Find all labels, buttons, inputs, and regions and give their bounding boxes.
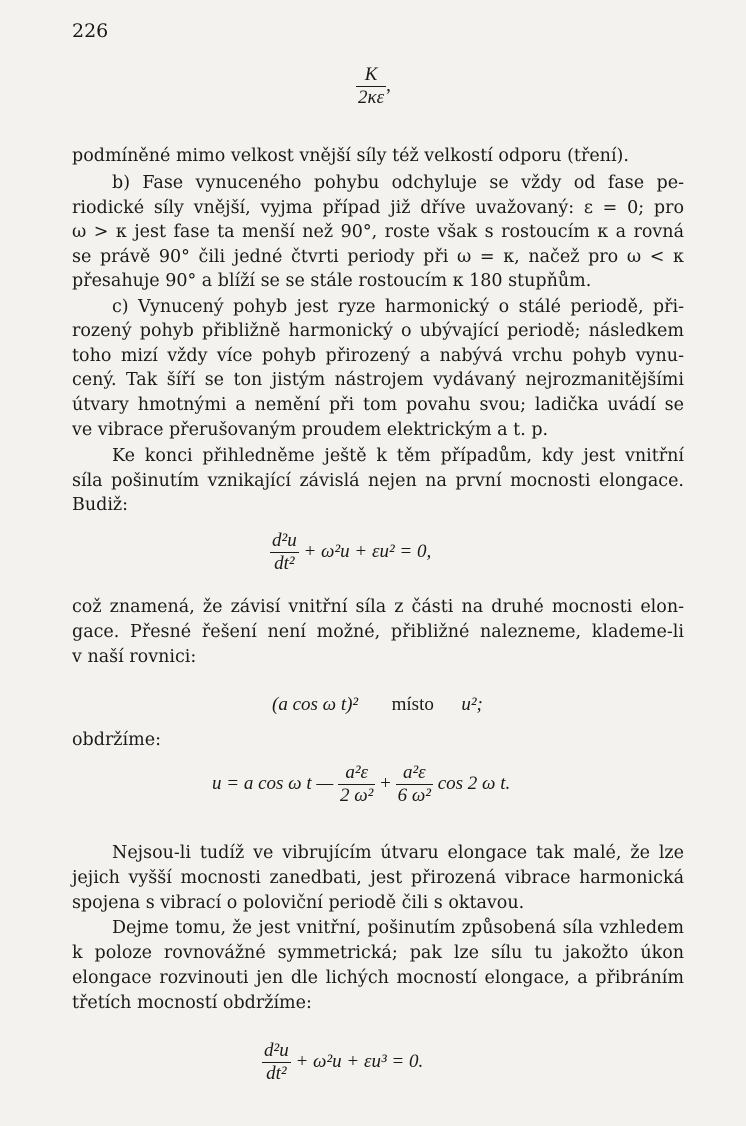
equation-4 [262,1040,423,1085]
fraction-numerator: d²u [264,1040,289,1061]
text-line: podmíněné mimo velkost vnější síly též velkostí odporu (tření). [72,146,629,166]
equation-middle: místo [391,694,434,715]
text-line: elongace rozvinouti jen dle lichých mocností elongace, a přibráním [72,968,684,988]
plus-sign: + [380,772,391,794]
text-line: ω > κ jest fase ta menší než 90°, roste však s rostoucím κ a rovná [72,222,684,242]
text-line: k poloze rovnovážné symmetrická; pak lze sílu tu jakožto úkon [72,943,684,963]
fraction [356,64,386,109]
page-number: 226 [72,20,109,42]
text-line: což znamená, že závisí vnitřní síla z části na druhé mocnosti elon- [72,597,684,617]
fraction-denominator: 6 ω² [397,785,431,806]
fraction [270,530,299,575]
fraction-numerator: K [356,64,386,87]
fraction-denominator: dt² [266,1063,287,1084]
text-line: toho mizí vždy více pohyb přirozený a nabývá vrchu pohyb vynu- [72,346,684,366]
fraction-denominator: 2 ω² [340,785,374,806]
equation-3 [212,762,510,807]
equation-top [356,64,391,109]
fraction-denominator: 2κε [358,87,385,108]
equation-tail: cos 2 ω t. [437,772,511,794]
equation-2 [272,694,483,716]
text-line: útvary hmotnými a nemění při tom povahu svou; ladička uvádí se [72,395,684,415]
equation-tail: , [386,74,391,96]
text-line: c) Vynucený pohyb jest ryze harmonický o stálé periodě, při- [112,297,684,317]
text-line: b) Fase vynuceného pohybu odchyluje se vždy od fase pe- [112,173,684,193]
text-line: obdržíme: [72,730,161,750]
text-line: síla pošinutím vznikající závislá nejen na první mocnosti elongace. [72,471,684,491]
fraction-numerator: d²u [272,530,297,551]
text-line: jejich vyšší mocnosti zanedbati, jest přirozená vibrace harmonická [72,868,684,888]
text-line: riodické síly vnější, vyjma případ již dříve uvažovaný: ε = 0; pro [72,198,684,218]
text-line: Ke konci přihledněme ještě k těm případům, kdy jest vnitřní [112,446,684,466]
fraction [338,762,375,807]
fraction-numerator: a²ε [396,762,433,785]
fraction-denominator: dt² [274,553,295,574]
equation-left: (a cos ω t)² [272,694,359,715]
text-line: Budiž: [72,495,129,515]
fraction-numerator: a²ε [338,762,375,785]
text-line: rozený pohyb přibližně harmonický o ubývající periodě; následkem [72,321,684,341]
equation-rest: + ω²u + εu³ = 0. [295,1050,424,1072]
text-line: se právě 90° čili jedné čtvrti periody při ω = κ, načež pro ω < κ [72,247,684,267]
fraction [396,762,433,807]
equation-1 [270,530,431,575]
equation-rest: + ω²u + εu² = 0, [303,540,432,562]
text-line: třetích mocností obdržíme: [72,993,312,1013]
equation-lhs: u = a cos ω t — [212,772,334,794]
text-line: spojena s vibrací o poloviční periodě čili s oktavou. [72,893,525,913]
text-line: gace. Přesné řešení není možné, přibližné nalezneme, klademe-li [72,622,684,642]
text-line: Nejsou-li tudíž ve vibrujícím útvaru elongace tak malé, že lze [112,843,684,863]
text-line: Dejme tomu, že jest vnitřní, pošinutím způsobená síla vzhledem [112,918,684,938]
text-line: přesahuje 90° a blíží se se stále rostoucím κ 180 stupňům. [72,271,592,291]
text-line: v naší rovnici: [72,647,197,667]
text-line: cený. Tak šíří se ton jistým nástrojem vydávaný nejrozmanitějšími [72,370,684,390]
fraction [262,1040,291,1085]
text-line: ve vibrace přerušovaným proudem elektrickým a t. p. [72,420,549,440]
equation-right: u²; [461,694,483,715]
